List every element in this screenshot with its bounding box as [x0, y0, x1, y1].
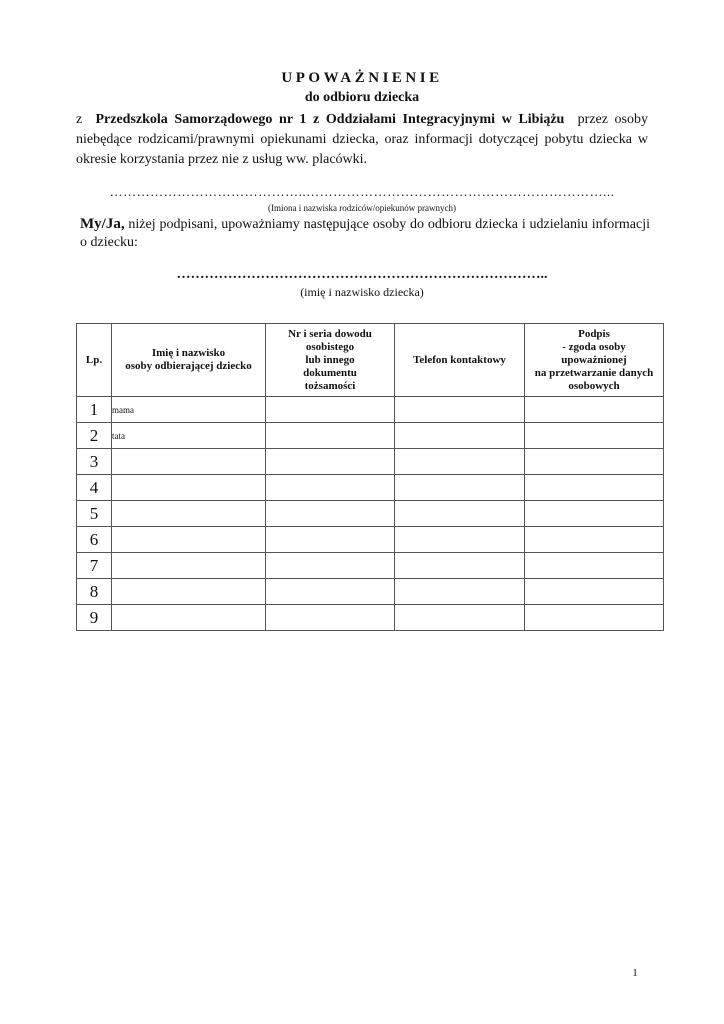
- document-title: UPOWAŻNIENIE: [281, 70, 443, 86]
- header-signature: Podpis - zgoda osoby upoważnionej na przetwarzanie danych osobowych: [525, 324, 664, 397]
- intro-paragraph: [76, 110, 648, 170]
- row-number: 3: [77, 449, 112, 475]
- parents-name-field[interactable]: ……………………………………..…………………………………………………………...: [109, 184, 615, 199]
- signature-cell[interactable]: [525, 605, 664, 631]
- table-row: [77, 449, 664, 475]
- authorization-lead: My/Ja,: [80, 216, 125, 232]
- person-name-cell[interactable]: [112, 553, 266, 579]
- row-number: 8: [77, 579, 112, 605]
- table-row: [77, 397, 664, 423]
- table-body: [77, 397, 664, 631]
- person-name-cell[interactable]: [112, 475, 266, 501]
- row-number: 9: [77, 605, 112, 631]
- signature-cell[interactable]: [525, 475, 664, 501]
- phone-cell[interactable]: [395, 449, 525, 475]
- id-document-cell[interactable]: [266, 397, 395, 423]
- intro-text: przez osoby niebędące rodzicami/prawnymi opiekunami dziecka, oraz informacji dotyczącej pobytu dziecka w okresie korzystania przez nie z usług ww. placówki.: [76, 112, 649, 167]
- row-number: 4: [77, 475, 112, 501]
- authorization-paragraph: [80, 215, 650, 252]
- header-phone: Telefon kontaktowy: [395, 324, 525, 397]
- signature-cell[interactable]: [525, 397, 664, 423]
- child-caption: (imię i nazwisko dziecka): [300, 285, 424, 299]
- signature-cell[interactable]: [525, 449, 664, 475]
- table-row: [77, 423, 664, 449]
- table-row: [77, 475, 664, 501]
- authorization-text: niżej podpisani, upoważniamy następujące osoby do odbioru dziecka i udzielaniu informacji o dziecku:: [80, 217, 651, 250]
- intro-prefix: z: [76, 112, 83, 127]
- id-document-cell[interactable]: [266, 423, 395, 449]
- phone-cell[interactable]: [395, 605, 525, 631]
- person-name-cell[interactable]: [112, 449, 266, 475]
- person-name-cell[interactable]: [112, 527, 266, 553]
- table-row: [77, 553, 664, 579]
- phone-cell[interactable]: [395, 475, 525, 501]
- child-name-field[interactable]: ……………………………………………………………………..: [176, 267, 548, 282]
- phone-cell[interactable]: [395, 501, 525, 527]
- phone-cell[interactable]: [395, 397, 525, 423]
- table-header-row: [77, 324, 664, 397]
- id-document-cell[interactable]: [266, 527, 395, 553]
- phone-cell[interactable]: [395, 553, 525, 579]
- table-row: [77, 527, 664, 553]
- phone-cell[interactable]: [395, 579, 525, 605]
- signature-cell[interactable]: [525, 553, 664, 579]
- id-document-cell[interactable]: [266, 501, 395, 527]
- page-number: 1: [632, 967, 638, 979]
- authorized-persons-table: [76, 323, 664, 631]
- person-name-cell[interactable]: [112, 501, 266, 527]
- phone-cell[interactable]: [395, 527, 525, 553]
- row-number: 1: [77, 397, 112, 423]
- parents-caption: (Imiona i nazwiska rodziców/opiekunów prawnych): [268, 203, 456, 213]
- document-subtitle: do odbioru dziecka: [304, 90, 420, 105]
- header-id-document: Nr i seria dowodu osobistego lub innego dokumentu tożsamości: [266, 324, 395, 397]
- signature-cell[interactable]: [525, 579, 664, 605]
- id-document-cell[interactable]: [266, 475, 395, 501]
- row-number: 6: [77, 527, 112, 553]
- person-name-cell[interactable]: mama: [112, 397, 266, 423]
- table-row: [77, 579, 664, 605]
- signature-cell[interactable]: [525, 527, 664, 553]
- row-number: 7: [77, 553, 112, 579]
- id-document-cell[interactable]: [266, 605, 395, 631]
- table-row: [77, 605, 664, 631]
- row-number: 2: [77, 423, 112, 449]
- signature-cell[interactable]: [525, 501, 664, 527]
- person-name-cell[interactable]: tata: [112, 423, 266, 449]
- signature-cell[interactable]: [525, 423, 664, 449]
- id-document-cell[interactable]: [266, 579, 395, 605]
- header-lp: Lp.: [77, 324, 112, 397]
- table-row: [77, 501, 664, 527]
- header-name: Imię i nazwisko osoby odbierającej dziecko: [112, 324, 266, 397]
- institution-name: Przedszkola Samorządowego nr 1 z Oddziałami Integracyjnymi w Libiążu: [95, 112, 565, 127]
- person-name-cell[interactable]: [112, 605, 266, 631]
- phone-cell[interactable]: [395, 423, 525, 449]
- person-name-cell[interactable]: [112, 579, 266, 605]
- id-document-cell[interactable]: [266, 553, 395, 579]
- id-document-cell[interactable]: [266, 449, 395, 475]
- row-number: 5: [77, 501, 112, 527]
